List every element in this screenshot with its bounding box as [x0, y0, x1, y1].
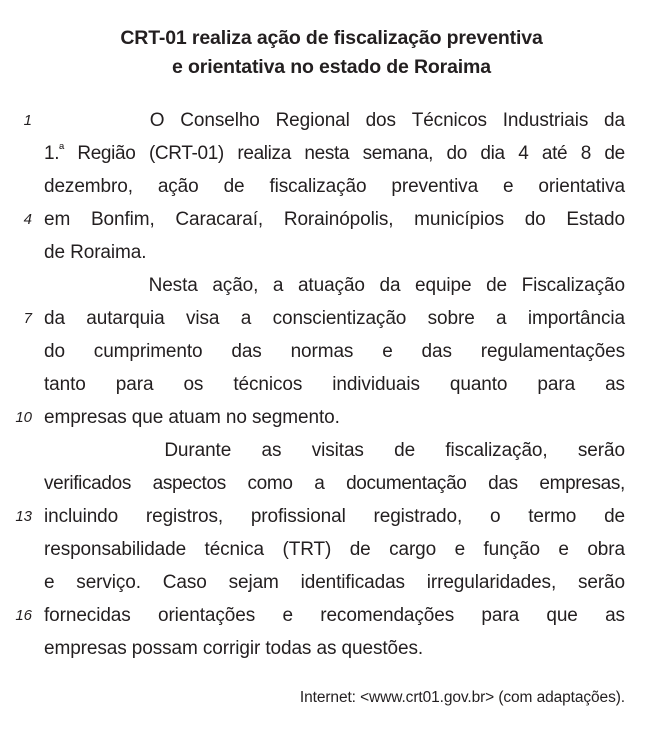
paragraph-indent	[44, 434, 134, 467]
text-word: para	[481, 605, 520, 626]
text-word: normas	[290, 341, 354, 362]
text-word: sobre	[427, 308, 475, 329]
text-word: das	[231, 341, 262, 362]
text-word: tanto	[44, 374, 86, 395]
text-line	[44, 335, 625, 368]
text-word: os	[183, 374, 204, 395]
text-word: das	[488, 473, 518, 494]
text-word: irregularidades,	[426, 572, 557, 593]
text-word: (CRT-01)	[148, 143, 224, 164]
text-word: conscientização	[272, 308, 407, 329]
text-line	[15, 401, 625, 434]
text-word: de	[604, 506, 625, 527]
text-line	[44, 467, 625, 500]
text-word: e	[44, 572, 55, 593]
text-word: obra	[587, 539, 625, 560]
line-number-10: 10	[15, 409, 32, 426]
text-word: identificadas	[300, 572, 405, 593]
text-word: visitas	[311, 440, 364, 461]
text-line	[44, 170, 625, 203]
source-attribution: Internet: <www.crt01.gov.br> (com adaptações).	[299, 689, 625, 706]
text-word: que	[546, 605, 578, 626]
text-word: orientativa	[538, 176, 625, 197]
text-word: para	[115, 374, 154, 395]
text-word: até	[541, 143, 568, 164]
text-line	[23, 203, 625, 236]
text-word: da	[44, 308, 65, 329]
text-word: aspectos	[152, 473, 226, 494]
text-word: como	[247, 473, 293, 494]
text-word: de	[349, 539, 371, 560]
text-word: Nesta	[148, 275, 198, 296]
text-word: fiscalização,	[445, 440, 548, 461]
text-word: empresas,	[539, 473, 625, 494]
text-word: quanto	[449, 374, 508, 395]
text-word: e	[503, 176, 514, 197]
page-title-line-1: CRT-01 realiza ação de fiscalização preventiva	[120, 27, 543, 49]
text-word: dezembro,	[44, 176, 133, 197]
text-word: 8	[580, 143, 591, 164]
text-word: e	[454, 539, 466, 560]
text-line	[44, 236, 625, 269]
text-word: Durante	[164, 440, 232, 461]
text-word: responsabilidade	[44, 539, 187, 560]
text-word: dia	[480, 143, 505, 164]
text-word: Caracaraí,	[175, 209, 264, 230]
text-word: a	[314, 473, 325, 494]
text-line	[44, 137, 625, 170]
text-word: o	[489, 506, 501, 527]
text-line	[23, 104, 625, 137]
text-word: registrado,	[373, 506, 463, 527]
text-word: ação,	[212, 275, 259, 296]
text-word: importância	[527, 308, 625, 329]
text-word: municípios	[414, 209, 504, 230]
text-word: para	[537, 374, 576, 395]
text-word: termo	[528, 506, 577, 527]
text-word: e	[558, 539, 569, 560]
text-run: empresas que atuam no segmento.	[44, 407, 340, 428]
text-word: do	[44, 341, 65, 362]
text-word: Região	[77, 143, 136, 164]
text-word: serviço.	[76, 572, 141, 593]
text-word: dos	[365, 110, 396, 131]
ordinal-indicator: ª	[59, 141, 64, 157]
text-word: Técnicos	[411, 110, 487, 131]
text-word: de	[394, 440, 416, 461]
text-word: em	[44, 209, 71, 230]
text-word: fornecidas	[44, 605, 131, 626]
text-word: fiscalização	[269, 176, 367, 197]
text-line	[23, 302, 625, 335]
text-word: técnicos	[233, 374, 303, 395]
paragraph-indent	[44, 269, 134, 302]
text-word: cargo	[389, 539, 437, 560]
line-number-1: 1	[23, 112, 32, 129]
text-word: as	[261, 440, 282, 461]
text-word: Caso	[162, 572, 207, 593]
text-word: autarquia	[86, 308, 165, 329]
page-title	[0, 0, 663, 82]
text-word: equipe	[415, 275, 472, 296]
text-word: Industriais	[502, 110, 589, 131]
text-word: registros,	[145, 506, 224, 527]
text-word: semana,	[362, 143, 434, 164]
text-word: (TRT)	[282, 539, 332, 560]
text-word: Estado	[566, 209, 625, 230]
text-word: da	[379, 275, 401, 296]
text-line	[44, 632, 625, 665]
text-word: a	[496, 308, 507, 329]
line-number-13: 13	[15, 508, 32, 525]
text-word: ação	[157, 176, 199, 197]
text-word: 4	[518, 143, 529, 164]
text-line	[44, 533, 625, 566]
line-number-16: 16	[15, 607, 32, 624]
text-word: função	[483, 539, 540, 560]
text-word: sejam	[228, 572, 279, 593]
text-word: as	[605, 605, 625, 626]
text-word: regulamentações	[480, 341, 625, 362]
article-text-body	[0, 104, 663, 665]
text-line	[44, 269, 625, 302]
text-word: incluindo	[44, 506, 119, 527]
text-word: atuação	[297, 275, 365, 296]
text-word: e	[282, 605, 293, 626]
text-word: cumprimento	[93, 341, 203, 362]
text-word: verificados	[44, 473, 131, 494]
text-word: Bonfim,	[90, 209, 155, 230]
text-word: realiza	[237, 143, 291, 164]
text-word: documentação	[346, 473, 467, 494]
text-word: e	[382, 341, 393, 362]
text-word: Conselho	[180, 110, 260, 131]
text-line	[44, 566, 625, 599]
text-word: serão	[577, 440, 625, 461]
text-line	[44, 368, 625, 401]
text-word: de	[486, 275, 508, 296]
text-run: de Roraima.	[44, 242, 147, 263]
text-word: visa	[186, 308, 220, 329]
line-number-7: 7	[23, 310, 32, 327]
text-word: O	[149, 110, 165, 131]
text-word: preventiva	[391, 176, 479, 197]
text-word: de	[223, 176, 245, 197]
text-word: Rorainópolis,	[283, 209, 394, 230]
text-line	[44, 434, 625, 467]
text-word: 1.$^ª$	[44, 141, 64, 164]
page-title-line-2: e orientativa no estado de Roraima	[172, 56, 491, 78]
text-run: empresas possam corrigir todas as questões.	[44, 638, 424, 659]
text-word: a	[272, 275, 284, 296]
text-line	[15, 500, 625, 533]
text-line	[15, 599, 625, 632]
line-number-4: 4	[23, 211, 32, 228]
paragraph-indent	[44, 104, 134, 137]
text-word: as	[605, 374, 625, 395]
text-word: do	[446, 143, 467, 164]
text-word: profissional	[250, 506, 346, 527]
text-word: das	[421, 341, 452, 362]
text-word: Fiscalização	[521, 275, 625, 296]
text-word: recomendações	[320, 605, 455, 626]
text-word: nesta	[304, 143, 350, 164]
text-word: a	[240, 308, 252, 329]
text-word: da	[604, 110, 625, 131]
text-word: de	[604, 143, 625, 164]
text-word: serão	[577, 572, 625, 593]
text-word: individuais	[332, 374, 420, 395]
text-word: do	[524, 209, 546, 230]
text-word: técnica	[204, 539, 265, 560]
text-word: orientações	[157, 605, 256, 626]
text-word: Regional	[275, 110, 350, 131]
